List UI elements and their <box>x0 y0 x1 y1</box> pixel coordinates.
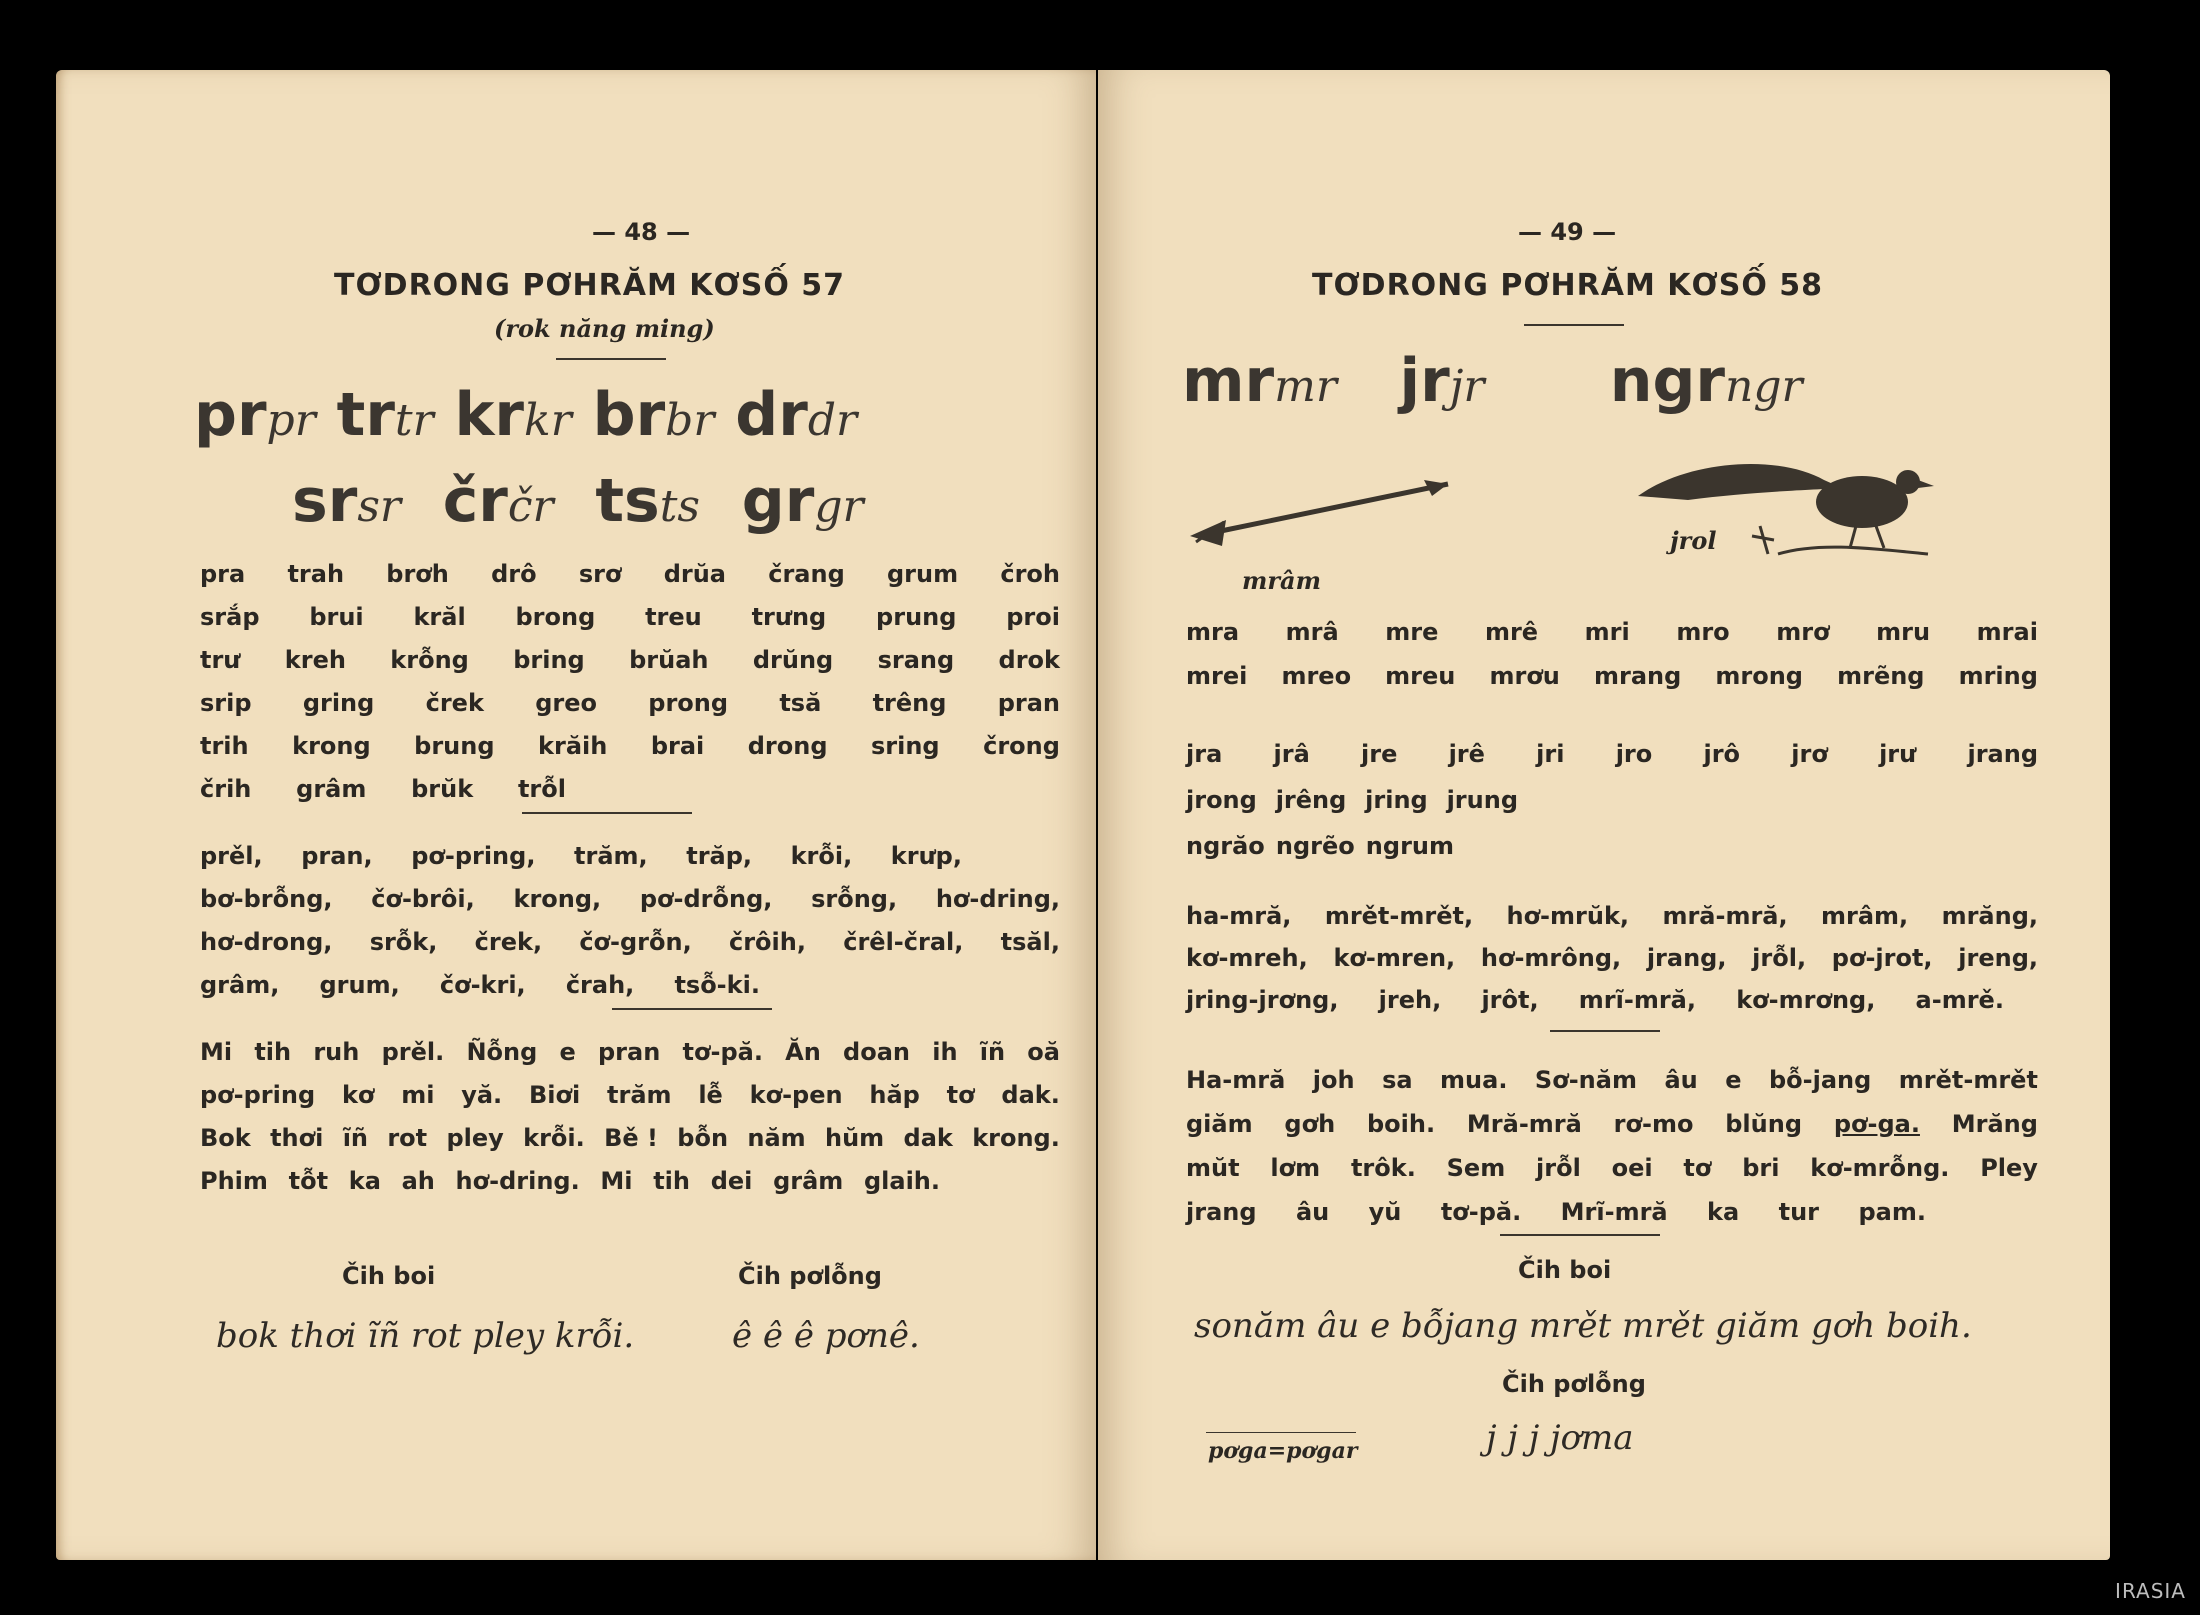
title-divider <box>1524 324 1624 326</box>
footnote: pơga=pơgar <box>1208 1438 1358 1464</box>
right-lesson-title: TƠDRONG PƠHRĂM KƠSỐ 58 <box>1312 268 1824 303</box>
word-row: srip gring črek greo prong tsă trêng pran <box>200 689 1060 717</box>
section-divider <box>1500 1234 1660 1236</box>
word-row: ngrăo ngrẽo ngrum <box>1186 832 1454 860</box>
phrase-line: grâm, grum, čơ-kri, črah, tsỗ-ki. <box>200 971 760 999</box>
phrase-line: kơ-mreh, kơ-mren, hơ-mrông, jrang, jrỗl, pơ-jrot, jreng, <box>1186 944 2038 972</box>
phrase-line: hơ-drong, srỗk, črek, čơ-grỗn, črôih, črêl-čral, tsăl, <box>200 928 1060 956</box>
phrase-line: bơ-brỗng, čơ-brôi, krong, pơ-drỗng, srỗng, hơ-dring, <box>200 885 1060 913</box>
left-page <box>56 70 1096 1560</box>
right-page-number: — 49 — <box>1518 218 1617 246</box>
paragraph-line: giăm gơh boih. Mră-mră rơ-mo blŭng pơ-ga. Mrăng <box>1186 1110 2038 1138</box>
word-row: jrong jrêng jring jrung <box>1186 786 1518 814</box>
word-row: jra jrâ jre jrê jri jro jrô jrơ jrư jrang <box>1186 740 2038 768</box>
phrase-line: jring-jrơng, jreh, jrôt, mrĩ-mră, kơ-mrơng, a-mrě. <box>1186 986 2004 1014</box>
watermark-label: IRASIA <box>2115 1579 2186 1603</box>
arrow-illustration <box>1186 470 1476 550</box>
consonant-cluster-row-2: srsr črčr tsts grgr <box>292 466 864 536</box>
paragraph-line: Bok thơi ĩñ rot pley krỗi. Bě ! bỗn năm hŭm dak krong. <box>200 1124 1060 1152</box>
label-cih-boi: Čih boi <box>342 1262 436 1290</box>
handwriting-sentence: sonăm âu e bỗjang mrět mrět giăm gơh boih. <box>1194 1306 1972 1346</box>
handwriting-letters: ê ê ê pơnê. <box>732 1316 920 1356</box>
consonant-cluster-row-1: prpr trtr krkr brbr drdr <box>194 380 858 450</box>
word-row: črih grâm brŭk trỗl <box>200 775 566 803</box>
label-cih-boi: Čih boi <box>1518 1256 1612 1284</box>
phrase-line: prěl, pran, pơ-pring, trăm, trăp, krỗi, krưp, <box>200 842 962 870</box>
footnote-divider <box>1206 1432 1356 1433</box>
handwriting-letters: j j j jơma <box>1486 1418 1634 1458</box>
caption-bird: jrol <box>1670 526 1717 555</box>
label-cih-polong: Čih pơlỗng <box>1502 1370 1646 1398</box>
caption-arrow: mrâm <box>1242 566 1321 595</box>
handwriting-sentence: bok thơi ĩñ rot pley krỗi. <box>216 1316 635 1356</box>
title-divider <box>556 358 666 360</box>
left-page-number: — 48 — <box>592 218 691 246</box>
paragraph-line: Phim tỗt ka ah hơ-dring. Mi tih dei grâm glaih. <box>200 1167 940 1195</box>
word-row: mrei mreo mreu mrơu mrang mrong mrẽng mring <box>1186 662 2038 690</box>
label-cih-polong: Čih pơlỗng <box>738 1262 882 1290</box>
paragraph-line: Mi tih ruh prěl. Ñỗng e pran tơ-pă. Ăn doan ih ĩñ oă <box>200 1038 1060 1066</box>
word-row: srắp brui krăl brong treu trưng prung proi <box>200 603 1060 631</box>
paragraph-line: pơ-pring kơ mi yă. Biơi trăm lễ kơ-pen hăp tơ dak. <box>200 1081 1060 1109</box>
consonant-cluster-row: mrmr jrjr ngrngr <box>1182 346 1803 416</box>
section-divider <box>1550 1030 1660 1032</box>
phrase-line: ha-mră, mrět-mrět, hơ-mrŭk, mră-mră, mrâm, mrăng, <box>1186 902 2038 930</box>
section-divider <box>612 1008 772 1010</box>
paragraph-line: jrang âu yŭ tơ-pă. Mrĩ-mră ka tur pam. <box>1186 1198 1926 1226</box>
word-row: mra mrâ mre mrê mri mro mrơ mru mrai <box>1186 618 2038 646</box>
word-row: trih krong brung krăih brai drong sring črong <box>200 732 1060 760</box>
left-lesson-title: TƠDRONG PƠHRĂM KƠSỐ 57 <box>334 268 846 303</box>
right-page <box>1098 70 2110 1560</box>
left-lesson-subtitle: (rok năng ming) <box>494 314 715 343</box>
word-row: pra trah brơh drô srơ drŭa črang grum čroh <box>200 560 1060 588</box>
paragraph-line: Ha-mră joh sa mua. Sơ-năm âu e bỗ-jang mrět-mrět <box>1186 1066 2038 1094</box>
paragraph-line: mŭt lơm trôk. Sem jrỗl oei tơ bri kơ-mrỗng. Pley <box>1186 1154 2038 1182</box>
section-divider <box>522 812 692 814</box>
word-row: trư kreh krỗng bring brŭah drŭng srang drok <box>200 646 1060 674</box>
